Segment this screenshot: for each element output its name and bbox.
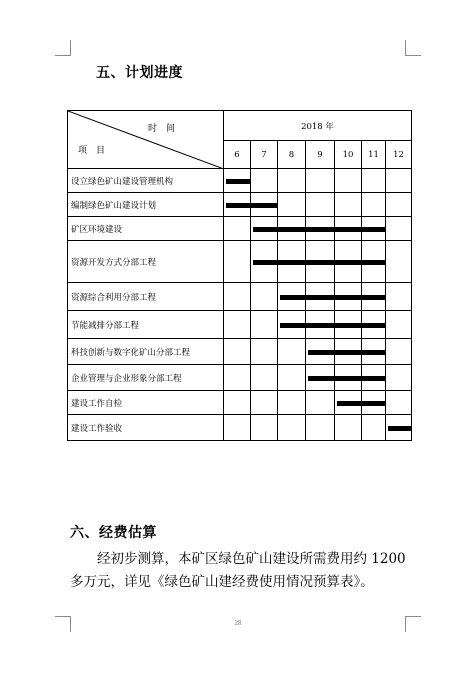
diagonal-line	[68, 111, 224, 169]
row-label: 企业管理与企业形象分部工程	[68, 365, 224, 391]
schedule-bar	[306, 227, 334, 232]
schedule-cell	[362, 415, 386, 441]
schedule-cell	[306, 339, 335, 365]
schedule-cell	[362, 169, 386, 193]
header-item-label: 项 目	[78, 146, 106, 156]
schedule-bar	[306, 260, 334, 265]
schedule-bar	[362, 260, 385, 265]
table-row	[68, 217, 412, 241]
schedule-cell	[278, 217, 306, 241]
schedule-cell	[224, 283, 251, 311]
schedule-cell	[362, 283, 386, 311]
table-row	[68, 283, 412, 311]
schedule-cell	[224, 217, 251, 241]
schedule-cell	[306, 311, 335, 339]
schedule-cell	[335, 311, 362, 339]
schedule-cell	[386, 339, 412, 365]
schedule-cell	[335, 193, 362, 217]
schedule-bar	[335, 376, 361, 381]
schedule-bar	[362, 376, 385, 381]
schedule-cell	[278, 339, 306, 365]
diagonal-header-cell	[68, 111, 224, 169]
row-label: 资源开发方式分部工程	[68, 241, 224, 283]
schedule-bar	[337, 401, 361, 406]
row-label: 建设工作验收	[68, 415, 224, 441]
schedule-cell	[335, 283, 362, 311]
month-header: 6	[224, 141, 251, 169]
budget-paragraph: 经初步测算，本矿区绿色矿山建设所需费用约 1200 多万元，详见《绿色矿山建经费使用情况预算表》。	[70, 551, 406, 590]
schedule-cell	[335, 365, 362, 391]
schedule-cell	[335, 217, 362, 241]
schedule-cell	[278, 311, 306, 339]
schedule-bar	[226, 203, 250, 208]
schedule-cell	[362, 217, 386, 241]
table-row	[68, 391, 412, 415]
schedule-cell	[386, 365, 412, 391]
schedule-cell	[386, 283, 412, 311]
schedule-cell	[224, 241, 251, 283]
schedule-cell	[306, 193, 335, 217]
schedule-bar	[308, 350, 334, 355]
schedule-cell	[251, 169, 278, 193]
schedule-cell	[251, 241, 278, 283]
schedule-bar	[388, 426, 411, 431]
crop-mark-top-left-v	[70, 40, 71, 56]
schedule-cell	[335, 415, 362, 441]
schedule-bar	[335, 260, 361, 265]
schedule-bar	[253, 260, 277, 265]
table-row	[68, 241, 412, 283]
row-label: 科技创新与数字化矿山分部工程	[68, 339, 224, 365]
month-header: 11	[362, 141, 386, 169]
schedule-cell	[251, 415, 278, 441]
schedule-cell	[306, 365, 335, 391]
schedule-bar	[280, 295, 305, 300]
schedule-bar	[306, 295, 334, 300]
schedule-cell	[362, 193, 386, 217]
year-header: 2018 年	[224, 111, 412, 141]
schedule-bar	[335, 323, 361, 328]
row-label: 建设工作自检	[68, 391, 224, 415]
schedule-cell	[224, 169, 251, 193]
row-label: 节能减排分部工程	[68, 311, 224, 339]
schedule-cell	[278, 365, 306, 391]
crop-mark-top-right-v	[405, 40, 406, 56]
page-number: 28	[234, 619, 242, 627]
header-time-label: 时 间	[148, 124, 176, 134]
schedule-bar	[362, 350, 385, 355]
month-header: 12	[386, 141, 412, 169]
section-5-heading: 五、计划进度	[96, 65, 183, 81]
schedule-bar	[306, 323, 334, 328]
schedule-bar	[308, 376, 334, 381]
schedule-bar	[362, 295, 385, 300]
table-row	[68, 311, 412, 339]
schedule-cell	[386, 311, 412, 339]
schedule-cell	[278, 193, 306, 217]
schedule-cell	[362, 241, 386, 283]
schedule-bar	[362, 401, 385, 406]
table-row	[68, 169, 412, 193]
schedule-bar	[278, 227, 305, 232]
schedule-cell	[306, 391, 335, 415]
schedule-cell	[278, 241, 306, 283]
schedule-cell	[306, 241, 335, 283]
schedule-cell	[251, 339, 278, 365]
schedule-bar	[226, 179, 250, 184]
table-row	[68, 339, 412, 365]
row-label: 资源综合利用分部工程	[68, 283, 224, 311]
schedule-bar	[335, 227, 361, 232]
schedule-cell	[251, 391, 278, 415]
schedule-cell	[386, 241, 412, 283]
schedule-bar	[362, 323, 385, 328]
schedule-table	[67, 110, 412, 441]
schedule-cell	[224, 365, 251, 391]
table-row	[68, 415, 412, 441]
month-header: 7	[251, 141, 278, 169]
schedule-cell	[278, 283, 306, 311]
schedule-bar	[335, 295, 361, 300]
schedule-cell	[362, 339, 386, 365]
schedule-bar	[251, 203, 277, 208]
schedule-cell	[278, 169, 306, 193]
schedule-cell	[224, 193, 251, 217]
schedule-bar	[278, 260, 305, 265]
schedule-cell	[224, 391, 251, 415]
schedule-cell	[306, 283, 335, 311]
schedule-bar	[362, 227, 385, 232]
schedule-cell	[251, 217, 278, 241]
crop-mark-top-left-h	[55, 55, 71, 56]
row-label: 设立绿色矿山建设管理机构	[68, 169, 224, 193]
schedule-cell	[251, 311, 278, 339]
schedule-cell	[306, 415, 335, 441]
schedule-cell	[251, 283, 278, 311]
schedule-cell	[335, 391, 362, 415]
schedule-cell	[386, 415, 412, 441]
schedule-cell	[224, 339, 251, 365]
month-header: 8	[278, 141, 306, 169]
crop-mark-bottom-right-h	[405, 616, 421, 617]
schedule-bar	[335, 350, 361, 355]
schedule-cell	[335, 241, 362, 283]
schedule-cell	[335, 339, 362, 365]
month-header: 10	[335, 141, 362, 169]
schedule-cell	[278, 415, 306, 441]
schedule-bar	[253, 227, 277, 232]
schedule-cell	[335, 169, 362, 193]
schedule-bar	[280, 323, 305, 328]
schedule-cell	[362, 391, 386, 415]
schedule-cell	[306, 217, 335, 241]
schedule-cell	[306, 169, 335, 193]
table-row	[68, 365, 412, 391]
schedule-cell	[251, 365, 278, 391]
month-header: 9	[306, 141, 335, 169]
row-label: 编制绿色矿山建设计划	[68, 193, 224, 217]
schedule-cell	[362, 365, 386, 391]
schedule-cell	[386, 193, 412, 217]
schedule-cell	[386, 169, 412, 193]
section-6-heading: 六、经费估算	[70, 525, 157, 541]
schedule-cell	[362, 311, 386, 339]
schedule-cell	[224, 311, 251, 339]
schedule-cell	[251, 193, 278, 217]
schedule-cell	[386, 217, 412, 241]
table-row	[68, 193, 412, 217]
crop-mark-top-right-h	[405, 55, 421, 56]
schedule-cell	[278, 391, 306, 415]
crop-mark-bottom-left-h	[55, 616, 71, 617]
schedule-cell	[386, 391, 412, 415]
schedule-cell	[224, 415, 251, 441]
row-label: 矿区环境建设	[68, 217, 224, 241]
